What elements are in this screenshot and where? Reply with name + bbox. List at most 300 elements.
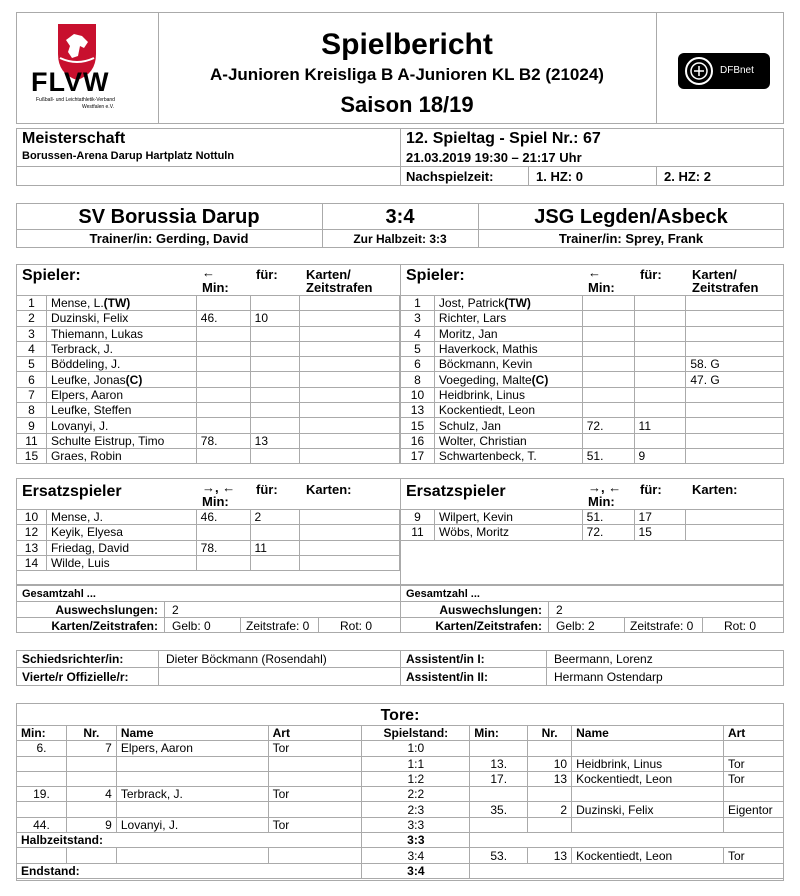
sub-for: 15 [634, 525, 686, 540]
card-info [686, 525, 784, 540]
player-name-cell [434, 510, 582, 525]
home-goal-minute [17, 771, 67, 786]
player-name: Leufke, Steffen [50, 403, 132, 418]
league-name: A-Junioren Kreisliga B A-Junioren KL B2 (21024) [210, 65, 604, 84]
home-goal-scorer [116, 802, 268, 817]
home-goal-scorer [116, 756, 268, 771]
player-number: 1 [17, 296, 47, 311]
player-name: Mense, L. [50, 296, 104, 311]
player-row [17, 372, 400, 387]
home-sub-fuer: für: [256, 482, 278, 497]
card-info [300, 418, 400, 433]
sub-for: 10 [250, 311, 300, 326]
assistant1-label: Assistent/in I: [406, 652, 485, 666]
home-goal-number: 4 [66, 787, 116, 802]
away-goal-minute: 17. [470, 771, 528, 786]
card-info [300, 525, 400, 540]
final-label: Endstand: [17, 863, 362, 878]
referee-label: Schiedsrichter/in: [22, 652, 124, 666]
away-team: JSG Legden/Asbeck [534, 206, 728, 228]
home-goal-type: Tor [268, 741, 362, 756]
card-info [686, 403, 784, 418]
goal-score: 3:3 [362, 817, 470, 832]
stoppage-first-half: 1. HZ: 0 [536, 169, 583, 184]
sub-minute: 46. [196, 510, 250, 525]
player-role-tag: (TW) [504, 296, 531, 311]
player-name: Böddeling, J. [50, 357, 121, 372]
player-number: 13 [401, 403, 435, 418]
away-min-label: Min: [588, 280, 615, 295]
home-goal-minute [17, 756, 67, 771]
home-subs-count: 2 [172, 603, 179, 617]
away-sub-cards: Karten: [692, 482, 738, 497]
away-min-arrow: ← [588, 265, 601, 280]
player-name: Wilde, Luis [50, 556, 110, 571]
goal-row [17, 817, 784, 832]
player-row [401, 448, 784, 463]
page-title: Spielbericht [321, 28, 493, 61]
player-name: Schulte Eistrup, Timo [50, 433, 165, 448]
player-number: 15 [401, 418, 435, 433]
player-row [401, 326, 784, 341]
card-info [686, 311, 784, 326]
card-info [686, 433, 784, 448]
home-goal-number [66, 771, 116, 786]
player-row [17, 326, 400, 341]
player-row [17, 555, 400, 570]
away-goal-scorer [572, 817, 724, 832]
player-name-cell [46, 326, 196, 341]
player-name: Kockentiedt, Leon [438, 403, 535, 418]
player-name: Lovanyi, J. [50, 418, 109, 433]
home-subs-heading: Ersatzspieler [22, 483, 122, 500]
player-name: Duzinski, Felix [50, 311, 129, 326]
away-penalty: Zeitstrafe: 0 [630, 619, 694, 633]
player-name-cell [46, 418, 196, 433]
player-number: 10 [401, 387, 435, 402]
player-name-cell [434, 448, 582, 463]
home-goal-scorer: Lovanyi, J. [116, 817, 268, 832]
home-sub-cards: Karten: [306, 482, 352, 497]
home-goal-type [268, 771, 362, 786]
sub-minute [196, 326, 250, 341]
sub-minute [196, 387, 250, 402]
sub-minute [196, 448, 250, 463]
away-subs-table [400, 509, 784, 541]
home-min-label: Min: [202, 280, 229, 295]
home-fuer-label: für: [256, 267, 278, 282]
player-name-cell [46, 311, 196, 326]
home-sub-min: Min: [202, 494, 229, 509]
away-goal-type [723, 787, 783, 802]
home-goal-type [268, 848, 362, 863]
player-name-cell [434, 341, 582, 356]
player-number: 5 [401, 341, 435, 356]
home-goal-type: Tor [268, 787, 362, 802]
goal-score: 1:0 [362, 741, 470, 756]
player-row [401, 357, 784, 372]
player-number: 7 [17, 387, 47, 402]
home-subs-count-label: Auswechslungen: [55, 603, 158, 617]
away-subs-heading: Ersatzspieler [406, 483, 506, 500]
sub-minute [196, 296, 250, 311]
player-name: Schulz, Jan [438, 418, 501, 433]
away-sub-min: Min: [588, 494, 615, 509]
home-goal-scorer: Elpers, Aaron [116, 741, 268, 756]
card-info [686, 418, 784, 433]
player-number: 11 [401, 525, 435, 540]
player-name: Friedag, David [50, 540, 129, 555]
sub-for: 2 [250, 510, 300, 525]
away-sub-fuer: für: [640, 482, 662, 497]
player-row [17, 296, 400, 311]
player-number: 12 [17, 525, 47, 540]
away-goal-number [528, 787, 572, 802]
player-name: Haverkock, Mathis [438, 342, 538, 357]
fourth-official-label: Vierte/r Offizielle/r: [22, 670, 129, 684]
player-name: Keyik, Elyesa [50, 525, 123, 540]
player-row [401, 525, 784, 540]
sub-for: 17 [634, 510, 686, 525]
assistant2-name: Hermann Ostendarp [554, 670, 663, 684]
player-name-cell [46, 341, 196, 356]
sub-minute: 51. [582, 510, 634, 525]
away-goal-type [723, 817, 783, 832]
player-name-cell [46, 540, 196, 555]
away-total-heading: Gesamtzahl ... [406, 588, 480, 600]
away-goal-type: Tor [723, 848, 783, 863]
away-goal-scorer [572, 741, 724, 756]
sub-for [250, 357, 300, 372]
away-goal-minute [470, 787, 528, 802]
away-red: Rot: 0 [724, 619, 757, 633]
player-number: 8 [17, 403, 47, 418]
card-info [686, 510, 784, 525]
home-sub-arrows: →, ← [202, 480, 236, 495]
card-info [300, 448, 400, 463]
player-row [401, 510, 784, 525]
player-row [17, 387, 400, 402]
logo-text: FLVW [31, 67, 110, 97]
home-goal-scorer [116, 848, 268, 863]
player-number: 4 [401, 326, 435, 341]
sub-minute: 51. [582, 448, 634, 463]
player-name-cell [46, 448, 196, 463]
away-yellow: Gelb: 2 [556, 619, 595, 633]
player-name: Wolter, Christian [438, 433, 527, 448]
player-name: Wöbs, Moritz [438, 525, 509, 540]
stoppage-second-half: 2. HZ: 2 [664, 169, 711, 184]
sub-minute: 72. [582, 418, 634, 433]
home-total-heading: Gesamtzahl ... [22, 588, 96, 600]
sub-minute [582, 433, 634, 448]
away-goal-type [723, 741, 783, 756]
player-role-tag: (C) [531, 372, 549, 387]
player-row [17, 525, 400, 540]
goal-min-header-away: Min: [470, 726, 528, 741]
card-info [300, 433, 400, 448]
card-info [300, 510, 400, 525]
player-number: 16 [401, 433, 435, 448]
final-score-header: 3:4 [385, 206, 415, 228]
goal-art-header: Art [268, 726, 362, 741]
match-datetime: 21.03.2019 19:30 – 21:17 Uhr [406, 150, 582, 165]
sub-for: 11 [250, 540, 300, 555]
card-info [686, 341, 784, 356]
card-info [686, 296, 784, 311]
sub-for [634, 372, 686, 387]
card-info [300, 296, 400, 311]
away-cards-label-2: Zeitstrafen [692, 280, 759, 295]
sub-for [634, 357, 686, 372]
away-goal-number: 13 [528, 848, 572, 863]
player-row [17, 418, 400, 433]
stoppage-label: Nachspielzeit: [406, 169, 494, 184]
goal-min-header: Min: [17, 726, 67, 741]
player-name: Elpers, Aaron [50, 387, 123, 402]
home-goal-type: Tor [268, 817, 362, 832]
halftime-row [17, 833, 784, 848]
away-goal-type: Tor [723, 756, 783, 771]
player-name-cell [46, 433, 196, 448]
player-name: Schwartenbeck, T. [438, 449, 537, 464]
goal-row [17, 787, 784, 802]
sub-for [250, 387, 300, 402]
player-name: Böckmann, Kevin [438, 357, 533, 372]
venue: Borussen-Arena Darup Hartplatz Nottuln [22, 150, 235, 162]
goals-heading: Tore: [380, 707, 420, 724]
halftime-empty [470, 833, 784, 848]
sub-minute [582, 387, 634, 402]
away-goal-number: 13 [528, 771, 572, 786]
away-cards-label: Karten/ [692, 267, 737, 282]
player-number: 3 [17, 326, 47, 341]
home-goal-minute: 44. [17, 817, 67, 832]
away-coach: Trainer/in: Sprey, Frank [558, 231, 704, 246]
sub-for [250, 326, 300, 341]
player-name-cell [434, 296, 582, 311]
away-goal-number [528, 817, 572, 832]
goal-score: 3:4 [362, 848, 470, 863]
referee-name: Dieter Böckmann (Rosendahl) [166, 652, 327, 666]
player-name: Richter, Lars [438, 311, 507, 326]
player-row [401, 372, 784, 387]
player-name-cell [46, 525, 196, 540]
player-name: Moritz, Jan [438, 326, 498, 341]
sub-minute [582, 311, 634, 326]
away-goal-minute [470, 817, 528, 832]
goal-nr-header: Nr. [66, 726, 116, 741]
player-number: 11 [17, 433, 47, 448]
sub-for [250, 418, 300, 433]
away-players-heading: Spieler: [406, 267, 465, 284]
card-info [300, 341, 400, 356]
goal-nr-header-away: Nr. [528, 726, 572, 741]
player-row [17, 403, 400, 418]
player-row [401, 296, 784, 311]
goal-score: 1:2 [362, 771, 470, 786]
player-number: 9 [17, 418, 47, 433]
home-team: SV Borussia Darup [78, 206, 260, 228]
away-goal-type: Tor [723, 771, 783, 786]
player-name-cell [46, 403, 196, 418]
player-row [401, 311, 784, 326]
sub-for [634, 341, 686, 356]
player-name: Thiemann, Lukas [50, 326, 144, 341]
away-goal-minute [470, 741, 528, 756]
away-fuer-label: für: [640, 267, 662, 282]
season: Saison 18/19 [340, 92, 474, 117]
final-row [17, 863, 784, 878]
halftime-label: Halbzeitstand: [17, 833, 362, 848]
assistant1-name: Beermann, Lorenz [554, 652, 653, 666]
player-name-cell [46, 555, 196, 570]
home-min-arrow: ← [202, 265, 215, 280]
player-row [401, 387, 784, 402]
home-red: Rot: 0 [340, 619, 373, 633]
home-goal-number [66, 802, 116, 817]
player-name-cell [46, 296, 196, 311]
player-name-cell [434, 525, 582, 540]
home-goal-scorer [116, 771, 268, 786]
player-name: Leufke, Jonas [50, 372, 126, 387]
player-name: Voegeding, Malte [438, 372, 532, 387]
goal-art-header-away: Art [723, 726, 783, 741]
player-number: 9 [401, 510, 435, 525]
player-row [401, 418, 784, 433]
flvw-logo [22, 18, 132, 118]
player-name-cell [434, 311, 582, 326]
sub-minute [582, 403, 634, 418]
home-cards-label-2: Zeitstrafen [306, 280, 373, 295]
sub-minute [196, 418, 250, 433]
player-name-cell [434, 433, 582, 448]
sub-for [250, 372, 300, 387]
player-number: 17 [401, 448, 435, 463]
sub-minute [582, 326, 634, 341]
player-name-cell [46, 387, 196, 402]
player-number: 14 [17, 555, 47, 570]
home-goal-number: 7 [66, 741, 116, 756]
home-cards-label: Karten/ [306, 267, 351, 282]
away-goal-number: 2 [528, 802, 572, 817]
player-number: 6 [17, 372, 47, 387]
final-empty [470, 863, 784, 878]
sub-minute: 78. [196, 433, 250, 448]
player-number: 1 [401, 296, 435, 311]
player-name-cell [434, 357, 582, 372]
away-players-table [400, 295, 784, 464]
away-goal-scorer: Heidbrink, Linus [572, 756, 724, 771]
sub-for: 9 [634, 448, 686, 463]
sub-minute: 78. [196, 540, 250, 555]
player-number: 4 [17, 341, 47, 356]
sub-minute [582, 372, 634, 387]
goal-score: 1:1 [362, 756, 470, 771]
sub-for: 11 [634, 418, 686, 433]
card-info [686, 387, 784, 402]
away-subs-count: 2 [556, 603, 563, 617]
home-goal-minute [17, 802, 67, 817]
away-goal-minute: 35. [470, 802, 528, 817]
goal-score: 2:3 [362, 802, 470, 817]
card-info [300, 555, 400, 570]
home-players-heading: Spieler: [22, 267, 81, 284]
player-number: 5 [17, 357, 47, 372]
goal-score-header: Spielstand: [362, 726, 470, 741]
sub-for [250, 555, 300, 570]
goal-name-header-away: Name [572, 726, 724, 741]
away-sub-arrows: →, ← [588, 480, 622, 495]
sub-minute [582, 341, 634, 356]
goal-row [17, 802, 784, 817]
away-goal-number [528, 741, 572, 756]
goal-row [17, 771, 784, 786]
player-row [17, 448, 400, 463]
player-name-cell [434, 387, 582, 402]
sub-for [250, 296, 300, 311]
home-goal-minute [17, 848, 67, 863]
sub-for [250, 341, 300, 356]
player-role-tag: (TW) [103, 296, 131, 311]
player-number: 13 [17, 540, 47, 555]
player-row [401, 341, 784, 356]
logo-subtitle-2: Westfalen e.V. [82, 104, 114, 110]
away-goal-minute: 53. [470, 848, 528, 863]
player-name-cell [434, 372, 582, 387]
player-number: 3 [401, 311, 435, 326]
sub-minute [582, 357, 634, 372]
logo-subtitle: Fußball- und Leichtathletik-Verband [36, 97, 115, 103]
away-goal-number: 10 [528, 756, 572, 771]
sub-minute: 46. [196, 311, 250, 326]
home-coach: Trainer/in: Gerding, David [89, 231, 249, 246]
player-name-cell [46, 510, 196, 525]
sub-minute: 72. [582, 525, 634, 540]
sub-for [634, 296, 686, 311]
player-row [401, 433, 784, 448]
sub-for [250, 403, 300, 418]
player-name-cell [46, 357, 196, 372]
dfbnet-logo [678, 53, 770, 89]
home-goal-type [268, 756, 362, 771]
player-name: Graes, Robin [50, 449, 122, 464]
player-row [17, 433, 400, 448]
card-info [300, 403, 400, 418]
player-name: Heidbrink, Linus [438, 387, 525, 402]
home-goal-scorer: Terbrack, J. [116, 787, 268, 802]
sub-minute [196, 525, 250, 540]
player-name: Jost, Patrick [438, 296, 505, 311]
away-goal-type: Eigentor [723, 802, 783, 817]
assistant2-label: Assistent/in II: [406, 670, 489, 684]
home-goal-number [66, 848, 116, 863]
card-info [300, 372, 400, 387]
player-name-cell [434, 418, 582, 433]
sub-minute [196, 357, 250, 372]
sub-for: 13 [250, 433, 300, 448]
player-row [17, 341, 400, 356]
away-goal-scorer: Duzinski, Felix [572, 802, 724, 817]
home-goal-minute: 19. [17, 787, 67, 802]
card-info [300, 540, 400, 555]
sub-for [250, 525, 300, 540]
sub-minute [582, 296, 634, 311]
halftime-score-header: Zur Halbzeit: 3:3 [353, 232, 447, 246]
home-penalty: Zeitstrafe: 0 [246, 619, 310, 633]
player-number: 6 [401, 357, 435, 372]
sub-for [250, 448, 300, 463]
